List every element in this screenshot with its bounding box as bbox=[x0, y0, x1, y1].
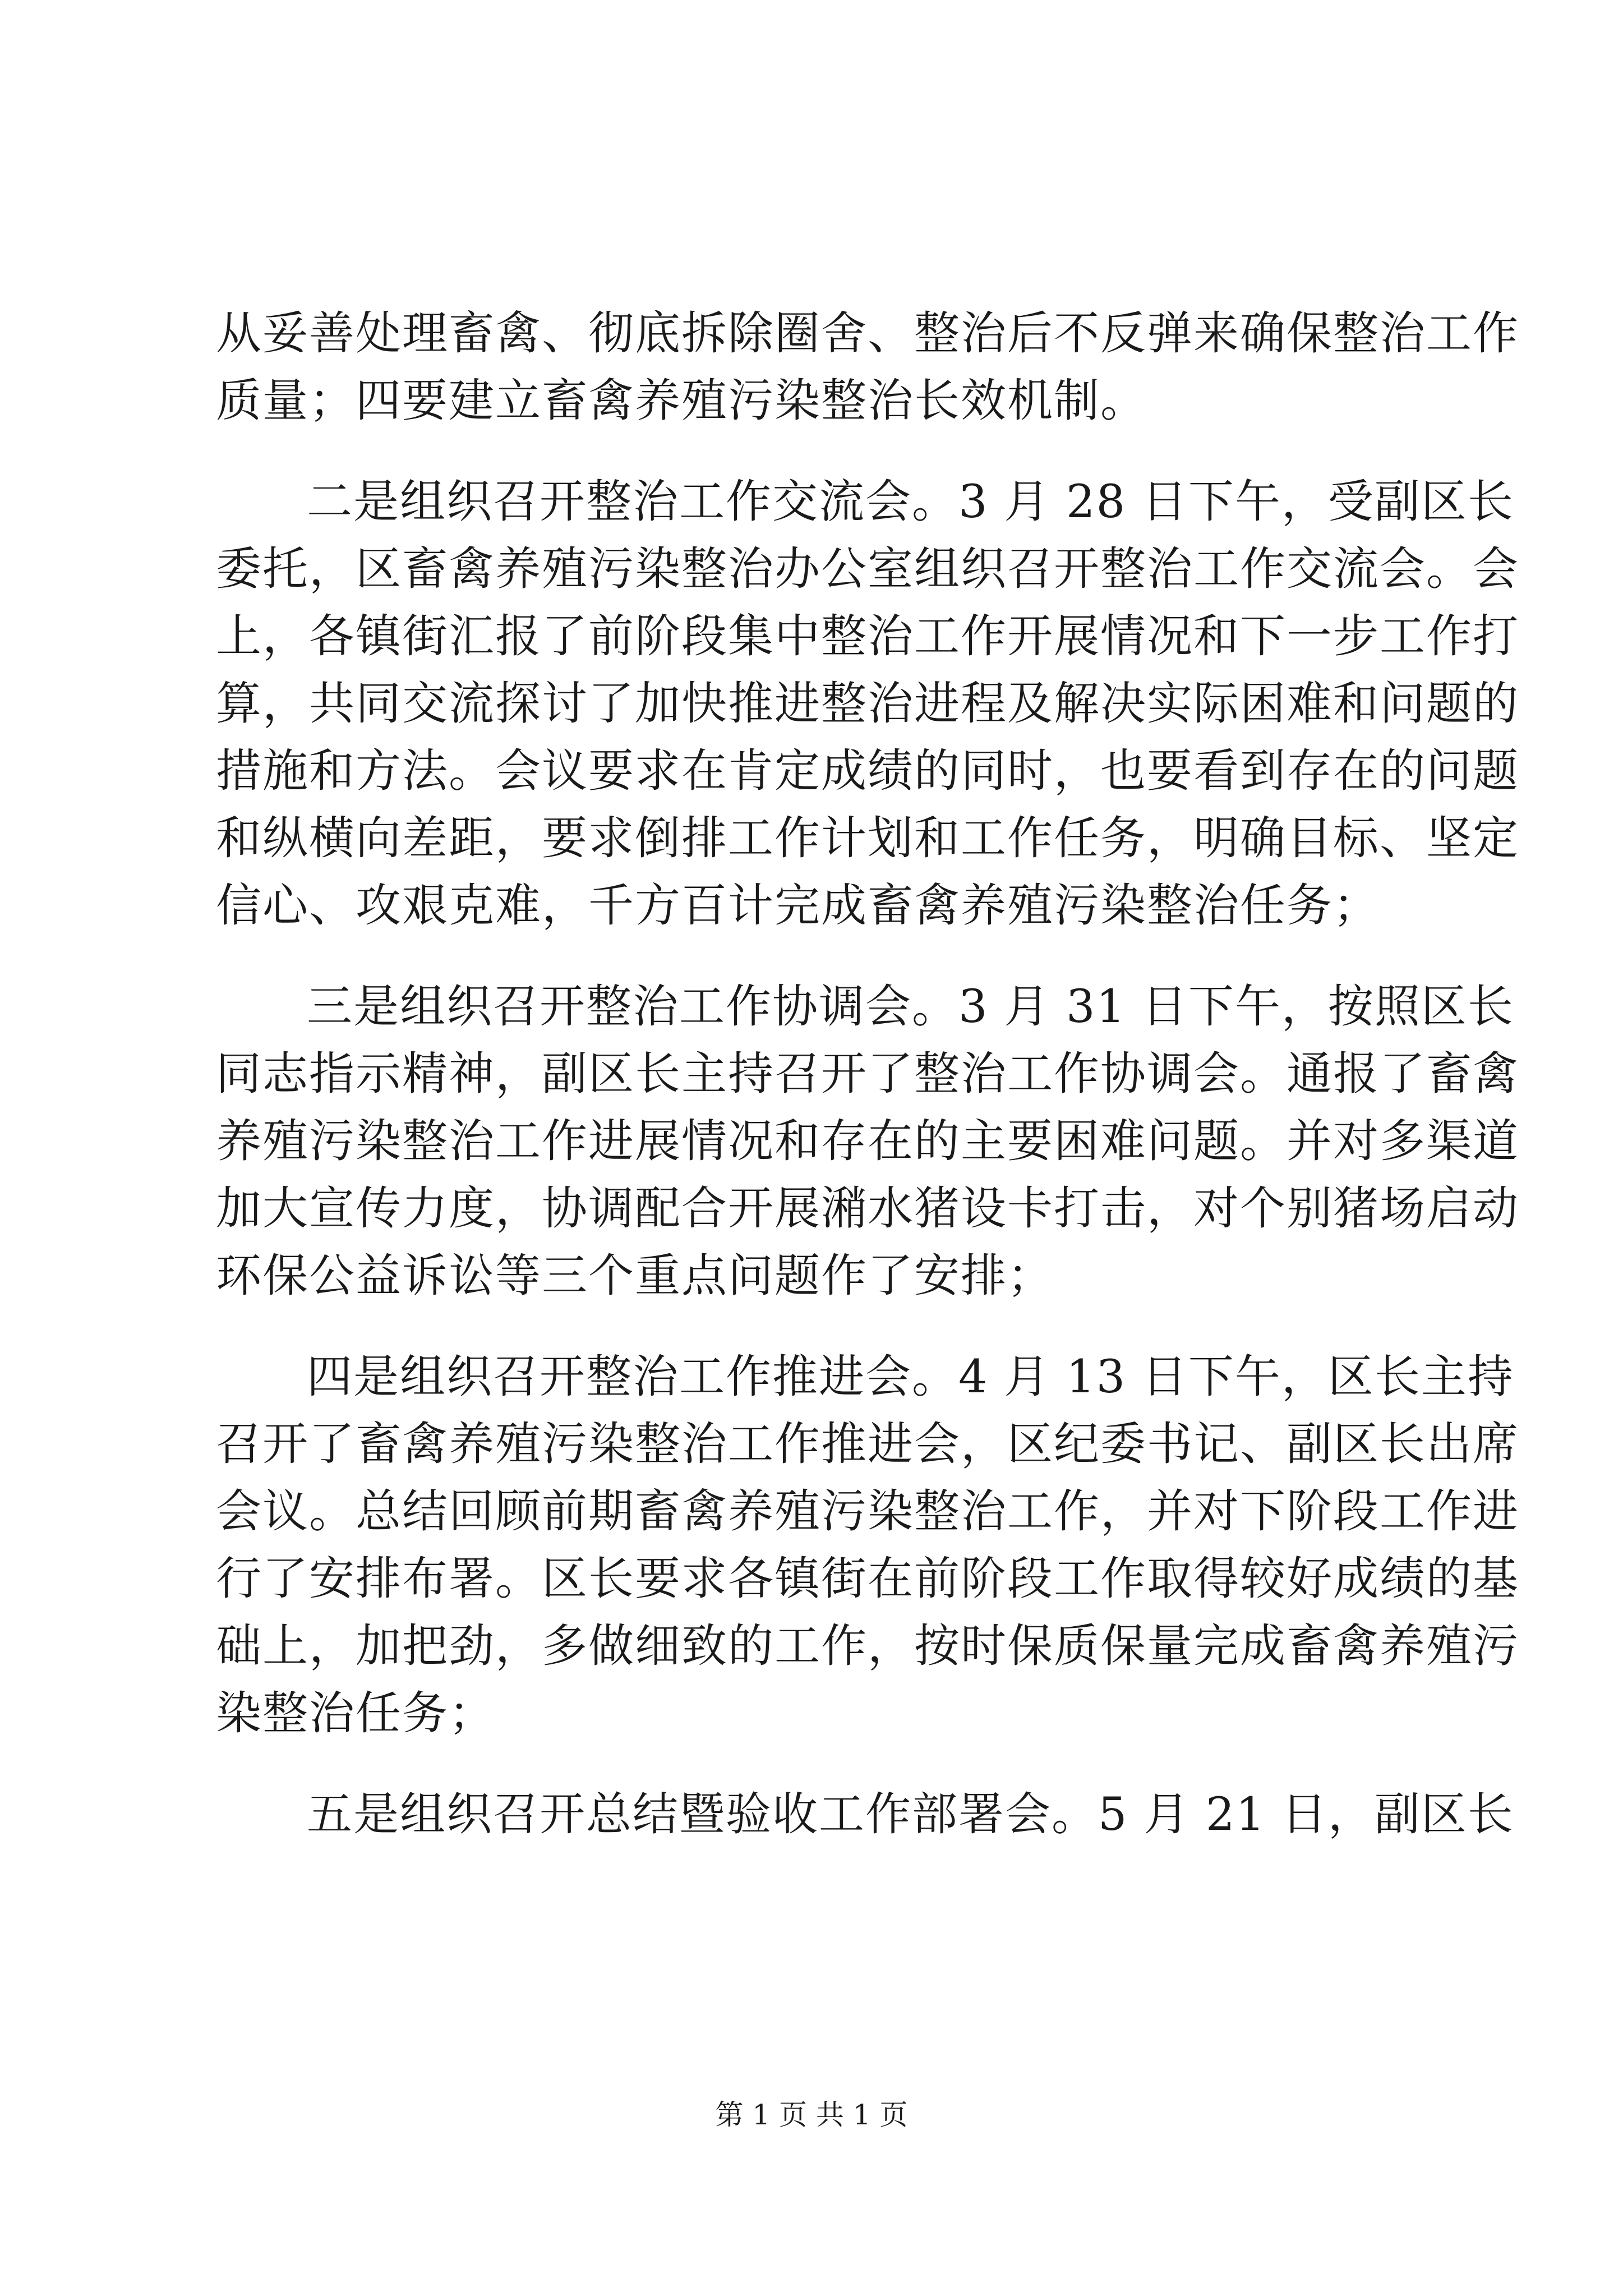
paragraph-start-line: 二是组织召开整治工作交流会。3 月 28 日下午，受副区长 bbox=[307, 476, 1514, 528]
text-line: 环保公益诉讼等三个重点问题作了安排； bbox=[216, 1250, 1054, 1303]
paragraph-start-line: 五是组织召开总结暨验收工作部署会。5 月 21 日，副区长 bbox=[307, 1788, 1514, 1841]
text-line: 加大宣传力度，协调配合开展潲水猪设卡打击，对个别猪场启动 bbox=[216, 1182, 1520, 1235]
text-line: 养殖污染整治工作进展情况和存在的主要困难问题。并对多渠道 bbox=[216, 1115, 1520, 1168]
text-line: 和纵横向差距，要求倒排工作计划和工作任务，明确目标、坚定 bbox=[216, 812, 1520, 865]
page-footer: 第 1 页 共 1 页 bbox=[715, 2099, 908, 2131]
text-line: 委托，区畜禽养殖污染整治办公室组织召开整治工作交流会。会 bbox=[216, 543, 1520, 596]
paragraph-start-line: 四是组织召开整治工作推进会。4 月 13 日下午，区长主持 bbox=[307, 1351, 1514, 1404]
text-line: 从妥善处理畜禽、彻底拆除圈舍、整治后不反弹来确保整治工作 bbox=[216, 307, 1520, 360]
text-line: 信心、攻艰克难，千方百计完成畜禽养殖污染整治任务； bbox=[216, 880, 1380, 932]
text-line: 会议。总结回顾前期畜禽养殖污染整治工作，并对下阶段工作进 bbox=[216, 1485, 1520, 1538]
text-line: 质量；四要建立畜禽养殖污染整治长效机制。 bbox=[216, 375, 1147, 427]
text-line: 同志指示精神，副区长主持召开了整治工作协调会。通报了畜禽 bbox=[216, 1048, 1520, 1101]
text-line: 行了安排布署。区长要求各镇街在前阶段工作取得较好成绩的基 bbox=[216, 1553, 1520, 1605]
text-line: 算，共同交流探讨了加快推进整治进程及解决实际困难和问题的 bbox=[216, 678, 1520, 730]
text-line: 措施和方法。会议要求在肯定成绩的同时，也要看到存在的问题 bbox=[216, 745, 1520, 798]
text-line: 上，各镇街汇报了前阶段集中整治工作开展情况和下一步工作打 bbox=[216, 610, 1520, 663]
text-line: 召开了畜禽养殖污染整治工作推进会，区纪委书记、副区长出席 bbox=[216, 1418, 1520, 1471]
text-line: 染整治任务； bbox=[216, 1687, 496, 1740]
text-line: 础上，加把劲，多做细致的工作，按时保质保量完成畜禽养殖污 bbox=[216, 1620, 1520, 1673]
paragraph-start-line: 三是组织召开整治工作协调会。3 月 31 日下午，按照区长 bbox=[307, 981, 1514, 1033]
